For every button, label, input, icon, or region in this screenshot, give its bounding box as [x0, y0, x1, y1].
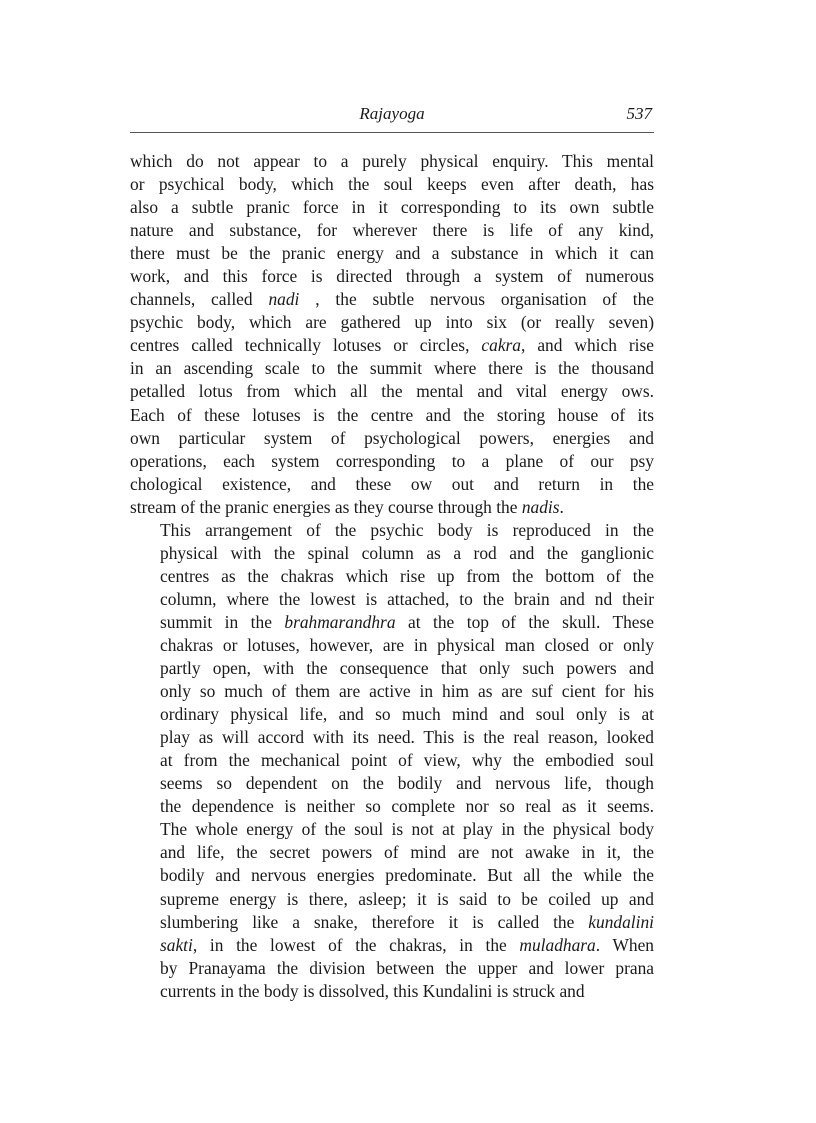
text-run: which do not appear to a purely physical enquiry. This mental — [130, 151, 654, 171]
text-run: by Pranayama the division between the upper and lower prana — [160, 957, 654, 978]
italic-term: nadis — [521, 496, 560, 517]
text-run: play as will accord with its need. This is the real reason, looked — [160, 727, 654, 748]
text-run: , in the lowest of the chakras, in the — [192, 934, 520, 955]
text-line — [130, 726, 654, 749]
text-run: also a subtle pranic force in it corresponding to its own subtle — [130, 197, 654, 218]
text-run: bodily and nervous energies predominate. But all the while the — [160, 865, 654, 886]
text-run: nature and substance, for wherever there is life of any kind, — [130, 220, 654, 241]
text-run: and life, the secret powers of mind are not awake in it, the — [160, 842, 654, 863]
text-line — [130, 703, 654, 726]
text-line — [130, 588, 654, 611]
text-line — [130, 473, 654, 496]
text-line — [130, 242, 654, 265]
text-run: chological existence, and these ow out and return in the — [130, 473, 654, 494]
running-head — [130, 104, 654, 128]
text-line — [130, 288, 654, 311]
text-line — [130, 795, 654, 818]
text-run: . When — [595, 934, 654, 955]
text-line — [130, 772, 654, 795]
running-title: Rajayoga — [359, 104, 425, 123]
text-line — [130, 818, 654, 841]
page-number: 537 — [626, 104, 652, 123]
body-text — [130, 150, 654, 1003]
text-run: , the subtle nervous organisation of the — [299, 289, 654, 310]
text-run: , and which rise — [521, 335, 654, 356]
text-run: ordinary physical life, and so much mind and soul only is at — [160, 704, 654, 725]
text-line — [130, 864, 654, 887]
text-run: . — [559, 496, 564, 517]
text-line — [130, 841, 654, 864]
italic-term: kundalini — [588, 911, 654, 932]
text-line — [130, 657, 654, 680]
text-line — [130, 219, 654, 242]
text-line — [130, 634, 654, 657]
text-run: partly open, with the consequence that only such powers and — [160, 658, 654, 679]
paragraph-2 — [130, 519, 654, 1003]
text-run: Each of these lotuses is the centre and the storing house of its — [130, 404, 654, 425]
text-line — [130, 496, 654, 519]
text-run: operations, each system corresponding to a plane of our psy — [130, 450, 654, 471]
text-line — [130, 519, 654, 542]
text-run: This arrangement of the psychic body is reproduced in the — [160, 519, 654, 540]
text-line — [130, 680, 654, 703]
text-line — [130, 334, 654, 357]
text-line — [130, 450, 654, 473]
text-run: chakras or lotuses, however, are in physical man closed or only — [160, 634, 654, 655]
text-run: seems so dependent on the bodily and nervous life, though — [160, 773, 654, 794]
text-run: physical with the spinal column as a rod and the ganglionic — [160, 542, 654, 563]
text-line — [130, 150, 654, 173]
text-line — [130, 611, 654, 634]
text-run: own particular system of psychological powers, energies and — [130, 427, 654, 448]
text-run: supreme energy is there, asleep; it is said to be coiled up and — [160, 888, 654, 909]
text-line — [130, 934, 654, 957]
text-line — [130, 888, 654, 911]
italic-term: cakra — [481, 335, 522, 356]
text-line — [130, 357, 654, 380]
text-run: work, and this force is directed through a system of numerous — [130, 266, 654, 287]
text-line — [130, 265, 654, 288]
text-run: channels, called — [130, 289, 269, 310]
text-line — [130, 565, 654, 588]
text-run: only so much of them are active in him as are suf cient for his — [160, 681, 654, 702]
text-run: in an ascending scale to the summit where there is the thousand — [130, 358, 654, 379]
text-line — [130, 749, 654, 772]
text-run: psychic body, which are gathered up into six (or really seven) — [130, 312, 654, 333]
text-run: currents in the body is dissolved, this Kundalini is struck and — [160, 980, 585, 1001]
text-run: summit in the — [160, 611, 285, 632]
text-run: stream of the pranic energies as they course through the — [130, 496, 522, 517]
text-run: or psychical body, which the soul keeps even after death, has — [130, 174, 654, 195]
text-run: at the top of the skull. These — [395, 611, 654, 632]
italic-term: sakti — [160, 934, 193, 955]
text-run: there must be the pranic energy and a substance in which it can — [130, 243, 654, 264]
text-run: centres called technically lotuses or circles, — [130, 335, 482, 356]
text-line — [130, 542, 654, 565]
italic-term: nadi — [268, 289, 300, 310]
text-run: column, where the lowest is attached, to the brain and nd their — [160, 588, 654, 609]
italic-term: muladhara — [519, 934, 596, 955]
text-line — [130, 427, 654, 450]
header-rule — [130, 132, 654, 133]
italic-term: brahmarandhra — [284, 611, 396, 632]
text-line — [130, 173, 654, 196]
text-run: centres as the chakras which rise up from the bottom of the — [160, 565, 654, 586]
paragraph-1 — [130, 150, 654, 519]
text-line — [130, 957, 654, 980]
text-run: slumbering like a snake, therefore it is called the — [160, 911, 589, 932]
text-run: The whole energy of the soul is not at play in the physical body — [160, 819, 654, 840]
text-run: petalled lotus from which all the mental and vital energy ows. — [130, 381, 654, 402]
text-line — [130, 196, 654, 219]
text-line — [130, 380, 654, 403]
text-line — [130, 404, 654, 427]
text-line — [130, 311, 654, 334]
text-line — [130, 911, 654, 934]
text-line — [130, 980, 654, 1003]
text-run: at from the mechanical point of view, why the embodied soul — [160, 750, 654, 771]
text-run: the dependence is neither so complete nor so real as it seems. — [160, 796, 654, 817]
